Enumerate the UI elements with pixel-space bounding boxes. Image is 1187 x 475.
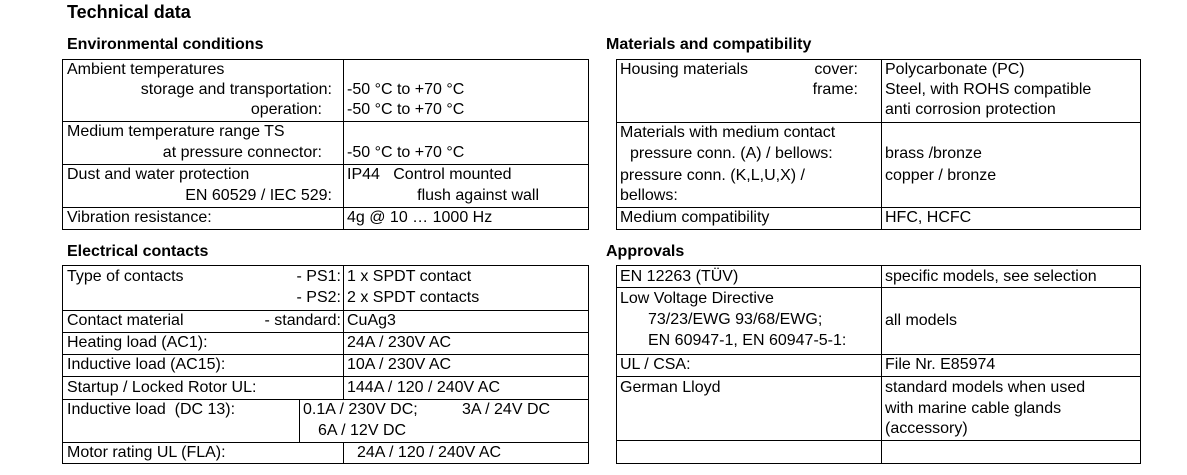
ps1-value: 1 x SPDT contact	[347, 268, 472, 285]
environmental-heading: Environmental conditions	[67, 36, 264, 53]
medium-compatibility-label: Medium compatibility	[620, 209, 770, 226]
medium-contact-label: Materials with medium contact	[620, 124, 836, 141]
dust-standard-label: EN 60529 / IEC 529:	[185, 187, 332, 204]
ps2-value: 2 x SPDT contacts	[347, 289, 480, 306]
storage-value: -50 °C to +70 °C	[347, 81, 465, 98]
row-divider	[62, 376, 589, 377]
lvd-line3: EN 60947-1, EN 60947-5-1:	[648, 332, 847, 349]
pressure-k-label-line2: bellows:	[620, 187, 678, 204]
dust-protection-label: Dust and water protection	[67, 166, 250, 183]
pressure-connector-value: -50 °C to +70 °C	[347, 144, 465, 161]
german-lloyd-value-line2: with marine cable glands	[885, 400, 1062, 417]
ambient-label: Ambient temperatures	[67, 61, 225, 78]
lvd-line2: 73/23/EWG 93/68/EWG;	[648, 311, 823, 328]
cover-label: cover:	[814, 61, 858, 78]
lvd-value: all models	[885, 312, 958, 329]
column-divider	[299, 399, 300, 442]
approvals-heading: Approvals	[606, 243, 685, 260]
ps2-label: - PS2:	[296, 289, 341, 306]
startup-value: 144A / 120 / 240V AC	[347, 379, 501, 396]
contact-material-value: CuAg3	[347, 312, 396, 329]
contact-type-label: Type of contacts	[67, 268, 184, 285]
row-divider	[616, 440, 1141, 441]
operation-label: operation:	[250, 101, 322, 118]
contact-material-standard-label: - standard:	[264, 312, 341, 329]
row-divider	[616, 376, 1141, 377]
pressure-connector-label: at pressure connector:	[162, 144, 322, 161]
pressure-a-value: brass /bronze	[885, 145, 982, 162]
frame-label: frame:	[812, 81, 858, 98]
startup-label: Startup / Locked Rotor UL:	[67, 379, 257, 396]
inductive-dc-value-2: 3A / 24V DC	[462, 401, 551, 418]
pressure-a-label: pressure conn. (A) / bellows:	[630, 145, 833, 162]
frame-value-line2: anti corrosion protection	[885, 101, 1056, 118]
housing-materials-label: Housing materials	[620, 61, 749, 78]
materials-heading: Materials and compatibility	[606, 36, 812, 53]
row-divider	[616, 287, 1141, 288]
inductive-dc-value-3: 6A / 12V DC	[318, 422, 407, 439]
german-lloyd-value-line1: standard models when used	[885, 379, 1086, 396]
ul-csa-label: UL / CSA:	[620, 356, 691, 373]
medium-compatibility-value: HFC, HCFC	[885, 209, 972, 226]
motor-rating-value: 24A / 120 / 240V AC	[357, 444, 502, 461]
pressure-k-label-line1: pressure conn. (K,L,U,X) /	[620, 167, 805, 184]
electrical-heading: Electrical contacts	[67, 243, 209, 260]
pressure-k-value: copper / bronze	[885, 167, 997, 184]
ps1-label: - PS1:	[296, 268, 341, 285]
lvd-label: Low Voltage Directive	[620, 290, 774, 307]
contact-material-label: Contact material	[67, 312, 184, 329]
en12263-label: EN 12263 (TÜV)	[620, 268, 739, 285]
german-lloyd-label: German Lloyd	[620, 379, 721, 396]
dust-value-line2: flush against wall	[417, 187, 539, 204]
ul-csa-value: File Nr. E85974	[885, 356, 996, 373]
medium-temp-label: Medium temperature range TS	[67, 123, 285, 140]
row-divider	[616, 354, 1141, 355]
heating-load-value: 24A / 230V AC	[347, 334, 452, 351]
motor-rating-label: Motor rating UL (FLA):	[67, 444, 226, 461]
column-divider	[881, 265, 882, 464]
dust-value-line1: IP44 Control mounted	[347, 166, 512, 183]
german-lloyd-value-line3: (accessory)	[885, 420, 968, 437]
inductive-dc-value-1: 0.1A / 230V DC;	[303, 401, 418, 418]
cover-value: Polycarbonate (PC)	[885, 61, 1025, 78]
column-divider	[343, 59, 344, 230]
vibration-label: Vibration resistance:	[67, 209, 212, 226]
page-title: Technical data	[67, 2, 191, 22]
column-divider	[881, 59, 882, 230]
inductive-ac-label: Inductive load (AC15):	[67, 356, 226, 373]
inductive-ac-value: 10A / 230V AC	[347, 356, 452, 373]
column-divider	[343, 442, 344, 464]
vibration-value: 4g @ 10 … 1000 Hz	[347, 209, 493, 226]
operation-value: -50 °C to +70 °C	[347, 101, 465, 118]
frame-value-line1: Steel, with ROHS compatible	[885, 81, 1092, 98]
heating-load-label: Heating load (AC1):	[67, 334, 208, 351]
inductive-dc-label: Inductive load (DC 13):	[67, 401, 236, 418]
en12263-value: specific models, see selection	[885, 268, 1097, 285]
storage-label: storage and transportation:	[140, 81, 332, 98]
